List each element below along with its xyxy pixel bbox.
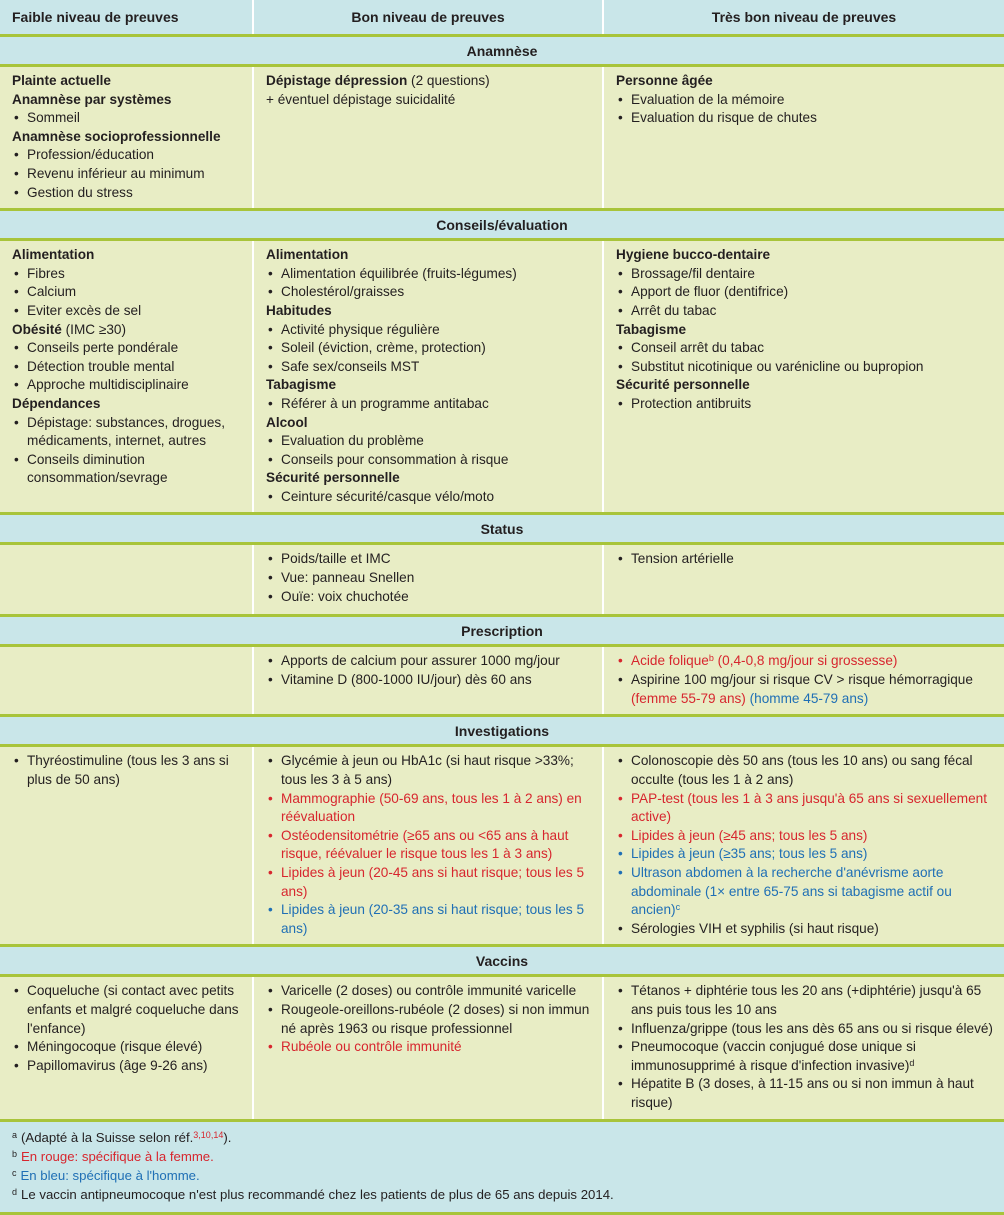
list-item: • Arrêt du tabac — [616, 302, 996, 321]
item-text: (0,4-0,8 mg/jour si grossesse) — [713, 653, 898, 669]
footnote-mark: c — [12, 1167, 17, 1178]
list-item: • Hépatite B (3 doses, à 11-15 ans ou si non immun à haut risque) — [616, 1075, 996, 1112]
list-item: • Sérologies VIH et syphilis (si haut risque) — [616, 920, 996, 939]
list-item: • Vue: panneau Snellen — [266, 569, 594, 588]
list-item: • Ouïe: voix chuchotée — [266, 588, 594, 607]
subheading: Hygiene bucco-dentaire — [616, 247, 771, 263]
list-item: • Conseils diminution consommation/sevrage — [12, 451, 244, 488]
list-item: • Approche multidisciplinaire — [12, 376, 244, 395]
footnote-marker: c — [675, 902, 681, 913]
subheading-note: (2 questions) — [407, 73, 490, 88]
prescription-good — [253, 646, 603, 716]
list-item: • Dépistage: substances, drogues, médicaments, internet, autres — [12, 414, 244, 451]
anamnese-good — [253, 66, 603, 210]
subheading: Sécurité personnelle — [266, 470, 400, 486]
prescription-low — [0, 646, 253, 716]
section-title: Anamnèse — [0, 36, 1004, 66]
row-investigations — [0, 746, 1004, 946]
vaccins-very-good — [603, 976, 1004, 1120]
list-item — [616, 864, 996, 920]
footnote-mark: a — [12, 1129, 18, 1140]
section-title: Vaccins — [0, 946, 1004, 976]
subheading: Sécurité personnelle — [616, 377, 750, 393]
subheading: Alimentation — [266, 247, 349, 263]
list-item: • Colonoscopie dès 50 ans (tous les 10 ans) ou sang fécal occulte (tous les 1 à 2 ans) — [616, 752, 996, 789]
investigations-good — [253, 746, 603, 946]
footnote-a — [12, 1128, 992, 1147]
list-item: • Thyréostimuline (tous les 3 ans si plus de 50 ans) — [12, 752, 244, 789]
section-status — [0, 514, 1004, 544]
subheading: Plainte actuelle — [12, 73, 111, 88]
list-item: • Gestion du stress — [12, 184, 244, 203]
list-item: • Poids/taille et IMC — [266, 550, 594, 569]
subheading-note: (IMC ≥30) — [61, 321, 126, 337]
list-item: • Lipides à jeun (≥35 ans; tous les 5 ans) — [616, 845, 996, 864]
section-title: Investigations — [0, 716, 1004, 746]
section-anamnese — [0, 36, 1004, 66]
section-conseils — [0, 210, 1004, 240]
list-item: • Calcium — [12, 283, 244, 302]
item-text: Aspirine 100 mg/jour si risque CV > risque hémorragique — [631, 672, 973, 688]
list-item: • Référer à un programme antitabac — [266, 395, 594, 414]
row-anamnese — [0, 66, 1004, 210]
subheading: Anamnèse socioprofessionnelle — [12, 128, 221, 144]
list-item: • Tétanos + diphtérie tous les 20 ans (+diphtérie) jusqu'à 65 ans puis tous les 10 ans — [616, 982, 996, 1019]
list-item: • Alimentation équilibrée (fruits-légumes) — [266, 265, 594, 284]
subheading: Obésité — [12, 321, 62, 337]
section-title: Status — [0, 514, 1004, 544]
list-item: • Lipides à jeun (20-45 ans si haut risque; tous les 5 ans) — [266, 864, 594, 901]
prescription-very-good — [603, 646, 1004, 716]
footnote-text: En rouge: spécifique à la femme. — [21, 1148, 214, 1164]
list-item: • Apports de calcium pour assurer 1000 mg/jour — [266, 652, 594, 671]
list-item: • Substitut nicotinique ou varénicline ou bupropion — [616, 358, 996, 377]
list-item: • Mammographie (50-69 ans, tous les 1 à 2 ans) en réévaluation — [266, 790, 594, 827]
investigations-low — [0, 746, 253, 946]
footnotes — [0, 1120, 1004, 1213]
list-item: • Conseils perte pondérale — [12, 339, 244, 358]
subheading: Tabagisme — [266, 377, 337, 393]
item-text: Acide folique — [631, 653, 709, 669]
conseils-very-good — [603, 240, 1004, 514]
list-item: • Safe sex/conseils MST — [266, 358, 594, 377]
footnotes-row — [0, 1120, 1004, 1213]
list-item: • Revenu inférieur au minimum — [12, 165, 244, 184]
list-item: • Activité physique régulière — [266, 321, 594, 340]
footnote-marker: b — [708, 653, 714, 664]
section-title: Conseils/évaluation — [0, 210, 1004, 240]
list-item: • Fibres — [12, 265, 244, 284]
row-prescription — [0, 646, 1004, 716]
subheading: Anamnèse par systèmes — [12, 91, 172, 107]
subheading: Alimentation — [12, 247, 95, 263]
reference-numbers: 3,10,14 — [193, 1129, 224, 1140]
list-item: • Influenza/grippe (tous les ans dès 65 ans ou si risque élevé) — [616, 1020, 996, 1039]
list-item: • Lipides à jeun (≥45 ans; tous les 5 ans) — [616, 827, 996, 846]
list-item: • Conseils pour consommation à risque — [266, 451, 594, 470]
subheading: Alcool — [266, 414, 308, 430]
list-item: • Evaluation de la mémoire — [616, 91, 996, 110]
item-text-male: (homme 45-79 ans) — [749, 690, 869, 706]
status-good — [253, 544, 603, 616]
list-item: • Lipides à jeun (20-35 ans si haut risque; tous les 5 ans) — [266, 901, 594, 938]
footnote-mark: d — [12, 1186, 18, 1197]
item-text-female: (femme 55-79 ans) — [631, 690, 746, 706]
section-vaccins — [0, 946, 1004, 976]
item-text: Ultrason abdomen à la recherche d'anévrisme aorte abdominale (1× entre 65-75 ans si tabagisme actif ou ancien) — [631, 865, 952, 918]
subheading: Dépistage dépression — [266, 73, 408, 88]
subheading: Habitudes — [266, 302, 332, 318]
list-item: • Rubéole ou contrôle immunité — [266, 1038, 594, 1057]
list-item: • Vitamine D (800-1000 IU/jour) dès 60 ans — [266, 671, 594, 690]
list-item: • Rougeole-oreillons-rubéole (2 doses) si non immun né après 1963 ou risque professionnel — [266, 1001, 594, 1038]
footnote-d — [12, 1185, 992, 1204]
subheading: Personne âgée — [616, 73, 713, 88]
footnote-text: (Adapté à la Suisse selon réf. — [21, 1129, 194, 1145]
status-low — [0, 544, 253, 616]
investigations-very-good — [603, 746, 1004, 946]
list-item: • Tension artérielle — [616, 550, 996, 569]
section-prescription — [0, 616, 1004, 646]
section-title: Prescription — [0, 616, 1004, 646]
col-header-low: Faible niveau de preuves — [0, 0, 253, 36]
list-item: • Conseil arrêt du tabac — [616, 339, 996, 358]
conseils-low — [0, 240, 253, 514]
footnote-text-end: ). — [223, 1129, 232, 1145]
anamnese-very-good — [603, 66, 1004, 210]
list-item: • Profession/éducation — [12, 146, 244, 165]
list-item: • Coqueluche (si contact avec petits enfants et malgré coqueluche dans l'enfance) — [12, 982, 244, 1038]
list-item: • Ceinture sécurité/casque vélo/moto — [266, 488, 594, 507]
list-item — [616, 671, 996, 708]
footnote-marker: d — [909, 1057, 915, 1068]
list-item: • Cholestérol/graisses — [266, 283, 594, 302]
section-investigations — [0, 716, 1004, 746]
anamnese-low — [0, 66, 253, 210]
col-header-very-good: Très bon niveau de preuves — [603, 0, 1004, 36]
row-status — [0, 544, 1004, 616]
footnote-text: Le vaccin antipneumocoque n'est plus recommandé chez les patients de plus de 65 ans depuis 2014. — [21, 1186, 614, 1202]
vaccins-good — [253, 976, 603, 1120]
list-item: • Sommeil — [12, 109, 244, 128]
col-header-good: Bon niveau de preuves — [253, 0, 603, 36]
conseils-good — [253, 240, 603, 514]
list-item: • Glycémie à jeun ou HbA1c (si haut risque >33%; tous les 3 à 5 ans) — [266, 752, 594, 789]
subheading: Tabagisme — [616, 321, 687, 337]
footnote-text: En bleu: spécifique à l'homme. — [20, 1167, 200, 1183]
row-conseils — [0, 240, 1004, 514]
list-item — [616, 652, 996, 671]
footnote-b — [12, 1147, 992, 1166]
text-line: + éventuel dépistage suicidalité — [266, 91, 456, 107]
vaccins-low — [0, 976, 253, 1120]
list-item: • Protection antibruits — [616, 395, 996, 414]
list-item: • PAP-test (tous les 1 à 3 ans jusqu'à 65 ans si sexuellement active) — [616, 790, 996, 827]
list-item: • Méningocoque (risque élevé) — [12, 1038, 244, 1057]
list-item: • Brossage/fil dentaire — [616, 265, 996, 284]
subheading: Dépendances — [12, 395, 101, 411]
list-item: • Apport de fluor (dentifrice) — [616, 283, 996, 302]
item-text: Pneumocoque (vaccin conjugué dose unique si immunosupprimé à risque d'infection invasive) — [631, 1039, 916, 1073]
list-item: • Eviter excès de sel — [12, 302, 244, 321]
list-item: • Ostéodensitométrie (≥65 ans ou <65 ans à haut risque, réévaluer le risque tous les 1 à 3 ans) — [266, 827, 594, 864]
list-item: • Détection trouble mental — [12, 358, 244, 377]
footnote-mark: b — [12, 1148, 18, 1159]
list-item: • Soleil (éviction, crème, protection) — [266, 339, 594, 358]
column-header-row — [0, 0, 1004, 36]
list-item: • Evaluation du problème — [266, 432, 594, 451]
list-item — [616, 1038, 996, 1075]
row-vaccins — [0, 976, 1004, 1120]
list-item: • Varicelle (2 doses) ou contrôle immunité varicelle — [266, 982, 594, 1001]
status-very-good — [603, 544, 1004, 616]
list-item: • Evaluation du risque de chutes — [616, 109, 996, 128]
footnote-c — [12, 1166, 992, 1185]
list-item: • Papillomavirus (âge 9-26 ans) — [12, 1057, 244, 1076]
